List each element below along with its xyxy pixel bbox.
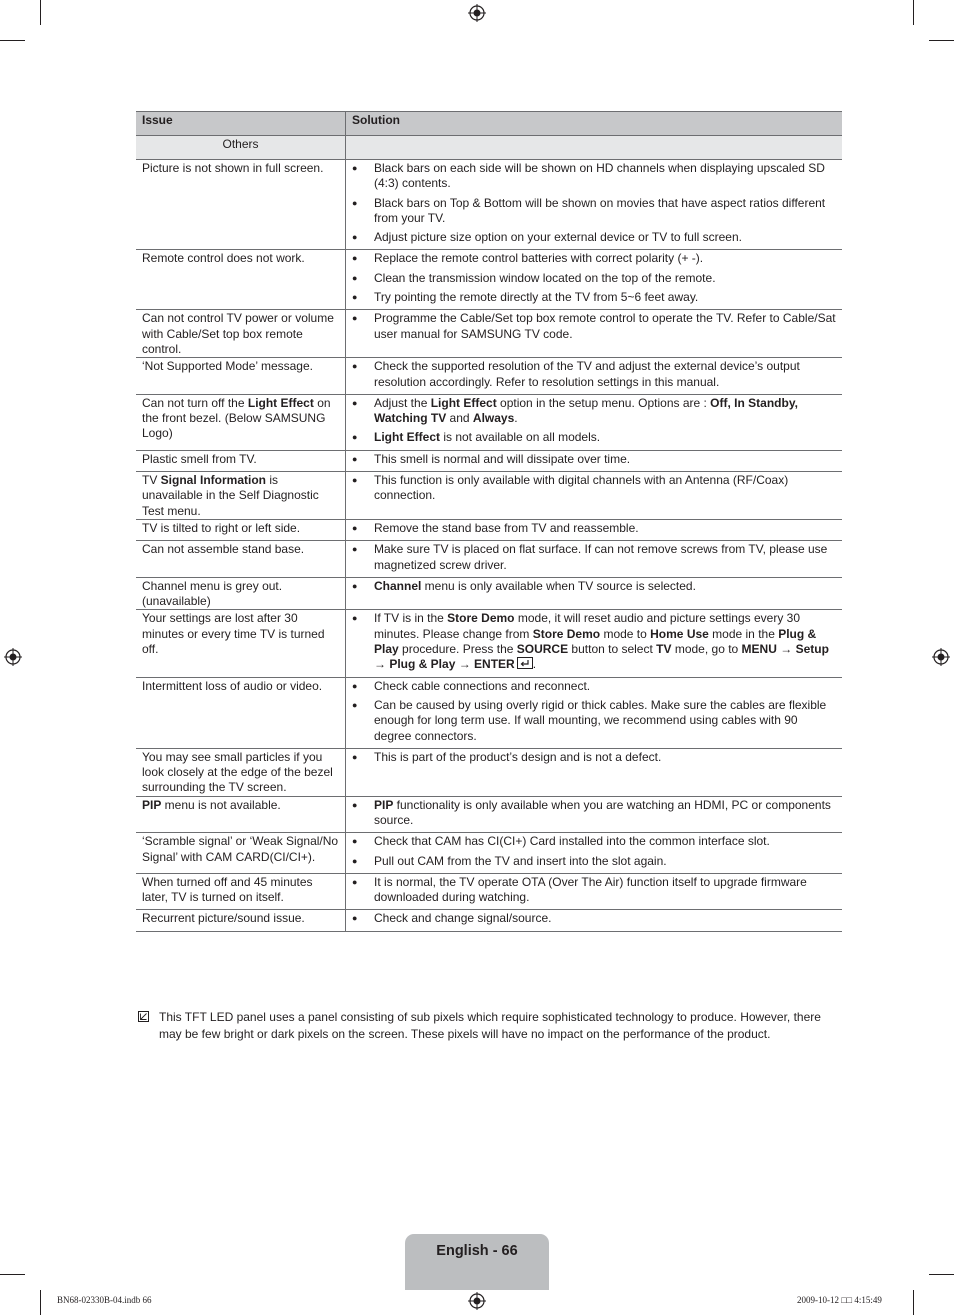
table-row	[136, 910, 842, 931]
table-row	[136, 310, 842, 358]
table-row	[136, 833, 842, 874]
solution-item: ● This is part of the product’s design and is not a defect.	[352, 750, 836, 765]
solution-cell	[346, 748, 843, 796]
page-label: English - 66	[436, 1243, 518, 1259]
solution-item: ● PIP functionality is only available when you are watching an HDMI, PC or components source.	[352, 798, 836, 829]
issue-cell: Channel menu is grey out. (unavailable)	[136, 577, 346, 610]
enter-icon	[517, 657, 533, 669]
solution-item: ● Adjust picture size option on your external device or TV to full screen.	[352, 230, 836, 245]
solution-cell	[346, 160, 843, 250]
crop-mark	[929, 1274, 954, 1275]
table-row	[136, 610, 842, 677]
note-block	[136, 1009, 842, 1042]
solution-item: ● Make sure TV is placed on flat surface. If can not remove screws from TV, please use magnetized screw driver.	[352, 542, 836, 573]
issue-cell: Picture is not shown in full screen.	[136, 160, 346, 250]
solution-cell	[346, 541, 843, 578]
solution-cell	[346, 450, 843, 471]
issue-cell: TV Signal Information is unavailable in the Self Diagnostic Test menu.	[136, 472, 346, 520]
solution-cell	[346, 796, 843, 833]
issue-cell: Can not turn off the Light Effect on the front bezel. (Below SAMSUNG Logo)	[136, 394, 346, 450]
solution-item: ● Check that CAM has CI(CI+) Card installed into the common interface slot.	[352, 834, 836, 849]
solution-cell	[346, 358, 843, 395]
issue-cell: Can not assemble stand base.	[136, 541, 346, 578]
page-number-tab	[405, 1234, 549, 1290]
issue-cell: TV is tilted to right or left side.	[136, 519, 346, 540]
issue-cell: Plastic smell from TV.	[136, 450, 346, 471]
solution-item: ● Black bars on each side will be shown on HD channels when displaying upscaled SD (4:3) contents.	[352, 161, 836, 192]
table-row	[136, 873, 842, 910]
solution-cell	[346, 394, 843, 450]
solution-item: ● Check cable connections and reconnect.	[352, 679, 836, 694]
solution-item: ● If TV is in the Store Demo mode, it will reset audio and picture settings every 30 minutes. Please change from Store Demo mode to Home Use mode in the Plug & Play procedure. Press the SOURCE button to select TV mode, go to MENU → Setup → Plug & Play → ENTER .	[352, 611, 836, 672]
table-row	[136, 677, 842, 748]
crop-mark	[929, 40, 954, 41]
solution-cell	[346, 610, 843, 677]
table-row	[136, 541, 842, 578]
issue-cell: ‘Not Supported Mode’ message.	[136, 358, 346, 395]
issue-cell: When turned off and 45 minutes later, TV is turned on itself.	[136, 873, 346, 910]
solution-item: ● Remove the stand base from TV and reassemble.	[352, 521, 836, 536]
table-row	[136, 796, 842, 833]
solution-item: ● Programme the Cable/Set top box remote control to operate the TV. Refer to Cable/Sat user manual for SAMSUNG TV code.	[352, 311, 836, 342]
crop-mark	[40, 0, 41, 25]
issue-cell: Remote control does not work.	[136, 250, 346, 310]
issue-cell: ‘Scramble signal’ or ‘Weak Signal/No Signal’ with CAM CARD(CI/CI+).	[136, 833, 346, 874]
solution-cell	[346, 472, 843, 520]
crop-mark	[40, 1290, 41, 1315]
solution-item: ● Pull out CAM from the TV and insert into the slot again.	[352, 854, 836, 869]
table-row	[136, 748, 842, 796]
table-row	[136, 472, 842, 520]
table-row	[136, 358, 842, 395]
registration-mark-icon	[932, 648, 950, 666]
solution-item: ● Replace the remote control batteries with correct polarity (+ -).	[352, 251, 836, 266]
crop-mark	[0, 1274, 25, 1275]
table-row	[136, 450, 842, 471]
registration-mark-icon	[468, 1292, 486, 1310]
crop-mark	[913, 0, 914, 25]
section-label: Others	[136, 136, 346, 160]
registration-mark-icon	[468, 4, 486, 22]
solution-item: ● It is normal, the TV operate OTA (Over The Air) function itself to upgrade firmware downloaded during watching.	[352, 875, 836, 906]
troubleshooting-table	[136, 111, 842, 932]
issue-cell: You may see small particles if you look closely at the edge of the bezel surrounding the TV screen.	[136, 748, 346, 796]
solution-item: ● Check and change signal/source.	[352, 911, 836, 926]
solution-item: ● This function is only available with digital channels with an Antenna (RF/Coax) connection.	[352, 473, 836, 504]
table-row	[136, 250, 842, 310]
registration-mark-icon	[4, 648, 22, 666]
issue-cell: Your settings are lost after 30 minutes or every time TV is turned off.	[136, 610, 346, 677]
table-row	[136, 519, 842, 540]
solution-cell	[346, 250, 843, 310]
solution-cell	[346, 577, 843, 610]
table-header-row	[136, 112, 842, 136]
solution-item: ● Clean the transmission window located on the top of the remote.	[352, 271, 836, 286]
footer-file-info: BN68-02330B-04.indb 66	[57, 1295, 152, 1305]
note-icon	[138, 1011, 149, 1022]
solution-cell	[346, 833, 843, 874]
solution-cell	[346, 910, 843, 931]
solution-item: ● Channel menu is only available when TV source is selected.	[352, 579, 836, 594]
solution-item: ● Check the supported resolution of the TV and adjust the external device’s output resolution accordingly. Refer to resolution settings in this manual.	[352, 359, 836, 390]
solution-cell	[346, 873, 843, 910]
table-row	[136, 160, 842, 250]
footer-timestamp: 2009-10-12 □□ 4:15:49	[797, 1295, 882, 1305]
solution-cell	[346, 519, 843, 540]
note-text: This TFT LED panel uses a panel consisting of sub pixels which require sophisticated technology to produce. However, there may be few bright or dark pixels on the screen. These pixels will have no impact on the performance of the product.	[159, 1010, 821, 1041]
issue-cell: PIP menu is not available.	[136, 796, 346, 833]
solution-cell	[346, 310, 843, 358]
issue-column-header: Issue	[136, 112, 346, 136]
solution-item: ● Adjust the Light Effect option in the setup menu. Options are : Off, In Standby, Watching TV and Always.	[352, 396, 836, 427]
crop-mark	[913, 1290, 914, 1315]
issue-cell: Recurrent picture/sound issue.	[136, 910, 346, 931]
table-row	[136, 577, 842, 610]
crop-mark	[0, 40, 25, 41]
solution-cell	[346, 677, 843, 748]
section-row	[136, 136, 842, 160]
solution-column-header: Solution	[346, 112, 843, 136]
solution-item: ● This smell is normal and will dissipate over time.	[352, 452, 836, 467]
table-row	[136, 394, 842, 450]
solution-item: ● Try pointing the remote directly at the TV from 5~6 feet away.	[352, 290, 836, 305]
issue-cell: Can not control TV power or volume with Cable/Set top box remote control.	[136, 310, 346, 358]
solution-item: ● Can be caused by using overly rigid or thick cables. Make sure the cables are flexible enough for long term use. If wall mounting, we recommend using cables with 90 degree connectors.	[352, 698, 836, 744]
issue-cell: Intermittent loss of audio or video.	[136, 677, 346, 748]
solution-item: ● Light Effect is not available on all models.	[352, 430, 836, 445]
solution-item: ● Black bars on Top & Bottom will be shown on movies that have aspect ratios different from your TV.	[352, 196, 836, 227]
